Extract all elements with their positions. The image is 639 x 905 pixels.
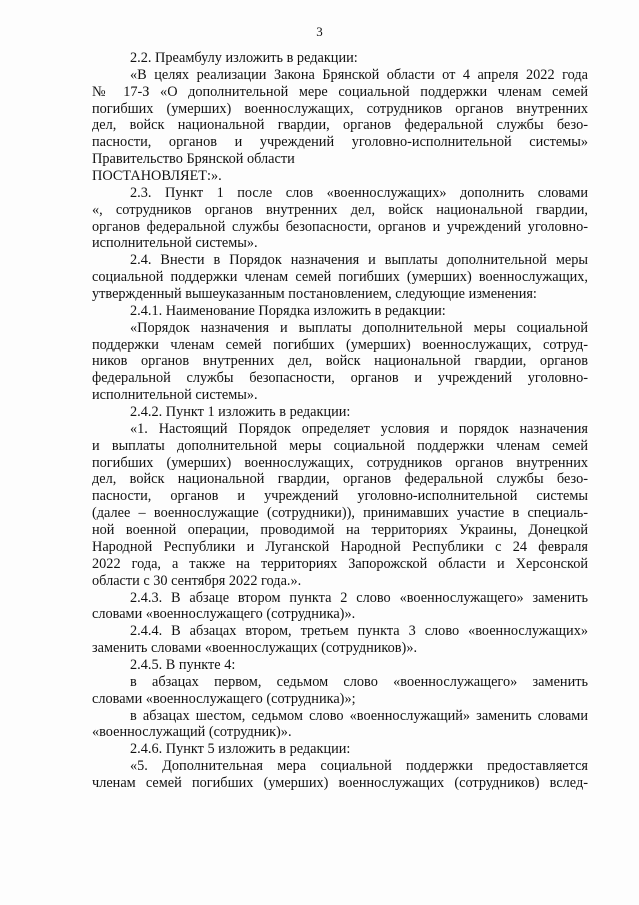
text-line: федеральной службы безопасности, органов и учреждений уголовно- [92,370,588,387]
text-line: области с 30 сентября 2022 года.». [92,572,302,589]
text-line: поддержки членам семей погибших (умерших) военнослужащих, сотруд- [92,336,588,353]
text-line: (далее – военнослужащие (сотрудники)), принимавших участие в специаль- [92,505,588,522]
text-line: Народной Республики и Луганской Народной Республики с 24 февраля [92,538,588,555]
text-line: исполнительной системы». [92,387,258,404]
text-line: 2.4.6. Пункт 5 изложить в редакции: [130,741,351,758]
text-line: 2.4.3. В абзаце втором пункта 2 слово «военнослужащего» заменить [130,589,588,606]
text-line: «5. Дополнительная мера социальной поддержки предоставляется [130,758,588,775]
text-line: «, сотрудников органов внутренних дел, войск национальной гвардии, [92,201,588,218]
text-line: пасности, органов и учреждений уголовно-исполнительной системы [92,488,588,505]
text-line: пасности, органов и учреждений уголовно-исполнительной системы» [92,134,588,151]
text-line: «В целях реализации Закона Брянской области от 4 апреля 2022 года [130,66,588,83]
text-line: 2.4. Внести в Порядок назначения и выплаты дополнительной меры [130,252,588,269]
text-line: членам семей погибших (умерших) военнослужащих (сотрудников) вслед- [92,774,588,791]
text-line: погибших (умерших) военнослужащих, сотрудников органов внутренних [92,100,588,117]
text-line: «военнослужащий (сотрудник)». [92,724,292,741]
text-line: ников органов внутренних дел, войск национальной гвардии, органов [92,353,588,370]
text-line: 2.4.2. Пункт 1 изложить в редакции: [130,404,351,421]
text-line: ПОСТАНОВЛЯЕТ:». [92,168,222,185]
document-body [92,50,588,792]
text-line: 2.4.1. Наименование Порядка изложить в редакции: [130,302,446,319]
text-line: и выплаты дополнительной меры социальной поддержки членам семей [92,437,588,454]
text-line: исполнительной системы». [92,235,258,252]
text-line: органов федеральной службы безопасности, органов и учреждений уголовно- [92,218,588,235]
text-line: 2.4.5. В пункте 4: [130,656,236,673]
text-line: 2.2. Преамбулу изложить в редакции: [130,50,358,66]
text-line: дел, войск национальной гвардии, органов федеральной службы безо- [92,471,588,488]
text-line: № 17-З «О дополнительной мере социальной поддержки членам семей [92,83,588,100]
text-line: утвержденный вышеуказанным постановлением, следующие изменения: [92,286,537,303]
text-line: 2.3. Пункт 1 после слов «военнослужащих» дополнить словами [130,184,588,201]
text-line: Правительство Брянской области [92,151,295,168]
text-line: в абзацах первом, седьмом слово «военнослужащего» заменить [130,673,588,690]
text-line: социальной поддержки членам семей погибших (умерших) военнослужащих, [92,269,588,286]
text-line: «Порядок назначения и выплаты дополнительной меры социальной [130,319,588,336]
text-line: 2.4.4. В абзацах втором, третьем пункта 3 слово «военнослужащих» [130,623,588,640]
text-line: словами «военнослужащего (сотрудника)». [92,606,356,623]
text-line: «1. Настоящий Порядок определяет условия и порядок назначения [130,420,588,437]
text-line: погибших (умерших) военнослужащих, сотрудников органов внутренних [92,454,588,471]
text-line: 2022 года, а также на территориях Запорожской области и Херсонской [92,555,588,572]
page-number: 3 [316,24,323,39]
text-line: словами «военнослужащего (сотрудника)»; [92,690,356,707]
text-line: дел, войск национальной гвардии, органов федеральной службы безо- [92,117,588,134]
text-line: заменить словами «военнослужащих (сотрудников)». [92,640,418,657]
text-line: в абзацах шестом, седьмом слово «военнослужащий» заменить словами [130,707,588,724]
text-line: ной военной операции, проводимой на территориях Украины, Донецкой [92,522,588,539]
